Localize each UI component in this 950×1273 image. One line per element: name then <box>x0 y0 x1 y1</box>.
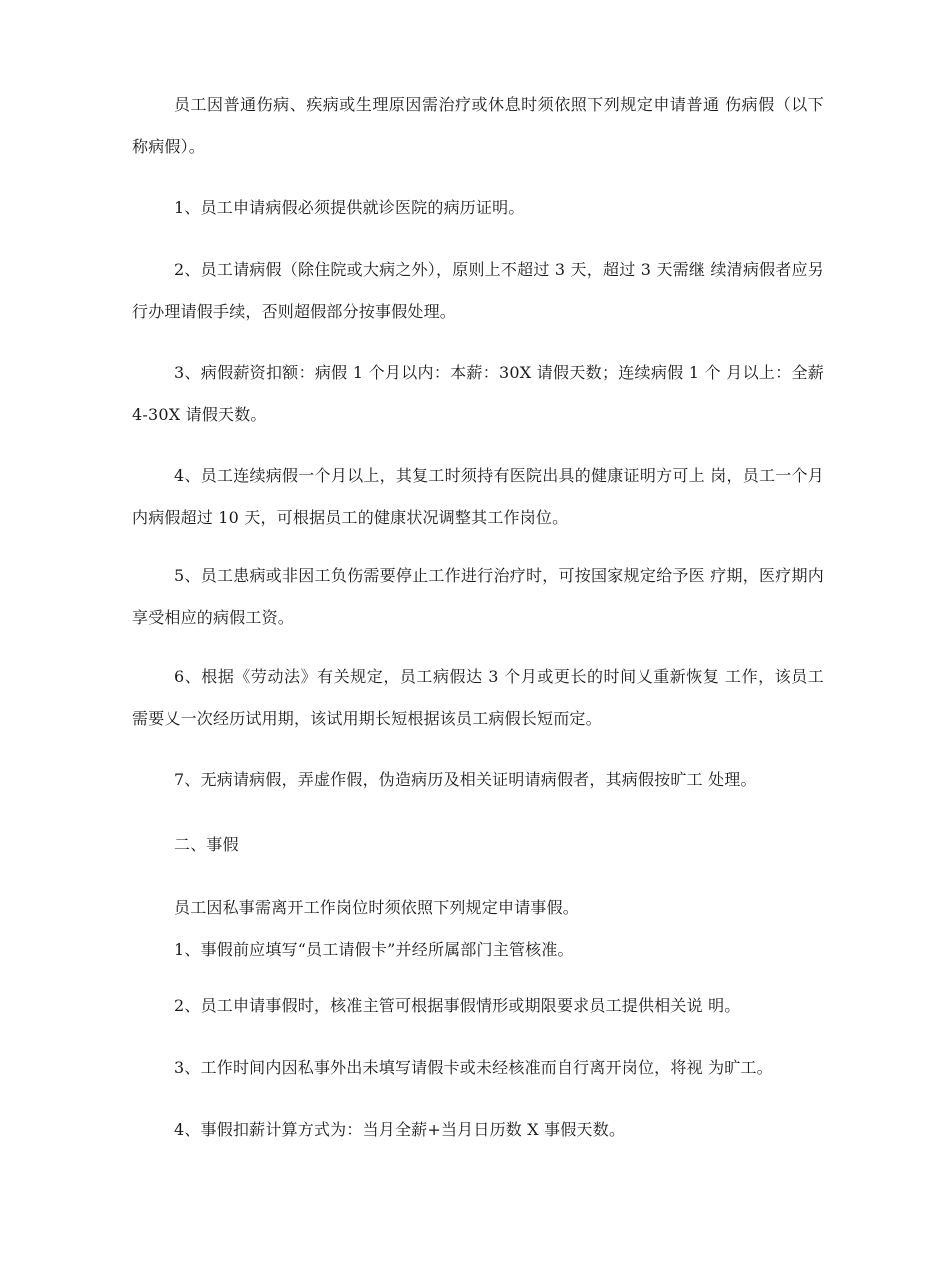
sick-leave-rule-3: 3、病假薪资扣额：病假 1 个月以内：本薪：30X 请假天数；连续病假 1 个 月以上：全薪 4-30X 请假天数。 <box>132 363 824 424</box>
sick-leave-rule-7: 7、无病请病假，弄虚作假，伪造病历及相关证明请病假者，其病假按旷工 处理。 <box>174 770 757 789</box>
sick-leave-rule-1: 1、员工申请病假必须提供就诊医院的病历证明。 <box>174 198 525 217</box>
personal-leave-rule-3: 3、工作时间内因私事外出未填写请假卡或未经核准而自行离开岗位，将视 为旷工。 <box>174 1058 773 1077</box>
personal-leave-rule-2: 2、员工申请事假时，核准主管可根据事假情形或期限要求员工提供相关说 明。 <box>174 996 741 1015</box>
sick-leave-rule-2: 2、员工请病假（除住院或大病之外），原则上不超过 3 天，超过 3 天需继 续清病假者应另行办理请假手续，否则超假部分按事假处理。 <box>132 260 824 321</box>
sick-leave-rule-6: 6、根据《劳动法》有关规定，员工病假达 3 个月或更长的时间乂重新恢复 工作，该员工需要乂一次经历试用期，该试用期长短根据该员工病假长短而定。 <box>132 667 824 728</box>
personal-leave-intro: 员工因私事需离开工作岗位时须依照下列规定申请事假。 <box>174 898 580 917</box>
sick-leave-rule-4: 4、员工连续病假一个月以上，其复工时须持有医院出具的健康证明方可上 岗，员工一个月内病假超过 10 天，可根据员工的健康状况调整其工作岗位。 <box>132 466 824 527</box>
intro-paragraph: 员工因普通伤病、疾病或生理原因需治疗或休息时须依照下列规定申请普通 伤病假（以下称病假）。 <box>132 95 824 156</box>
section-heading-personal-leave: 二、事假 <box>174 835 239 854</box>
personal-leave-rule-1: 1、事假前应填写“员工请假卡”并经所属部门主管核准。 <box>174 940 574 959</box>
personal-leave-rule-4: 4、事假扣薪计算方式为：当月全薪+当月日历数 X 事假天数。 <box>174 1120 626 1139</box>
sick-leave-rule-5: 5、员工患病或非因工负伤需要停止工作进行治疗时，可按国家规定给予医 疗期，医疗期内享受相应的病假工资。 <box>132 566 824 627</box>
